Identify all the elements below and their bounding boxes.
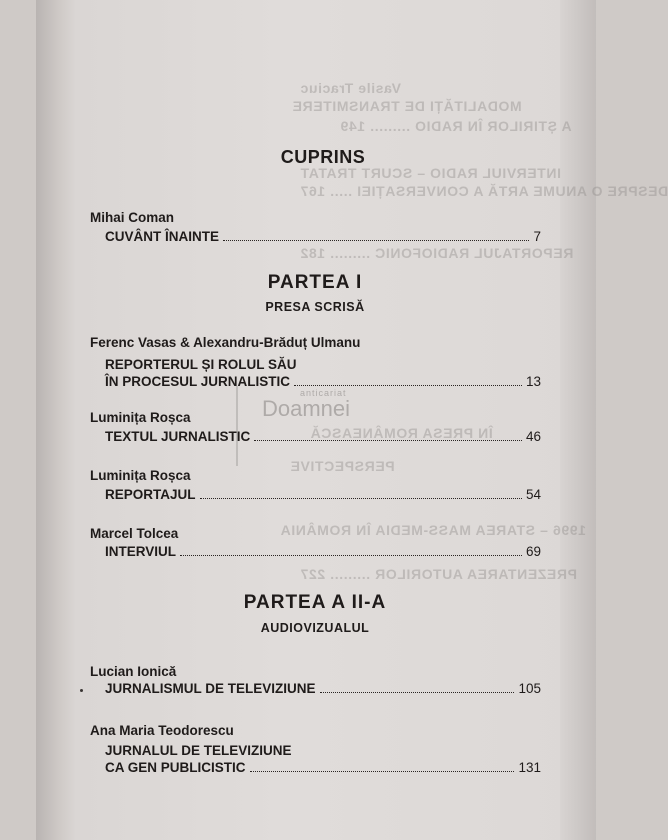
entry-page-number: 46 bbox=[525, 429, 541, 444]
entry-title: CUVÂNT ÎNAINTE bbox=[105, 229, 219, 244]
stamp-subtext: anticariat bbox=[300, 388, 347, 398]
intro-author: Mihai Coman bbox=[90, 210, 175, 225]
dot-leader bbox=[320, 691, 515, 693]
bleed-through-text: DESPRE O ANUME ARTĂ A CONVERSAȚIEI ..... 167 bbox=[300, 183, 668, 199]
entry-author: Lucian Ionică bbox=[90, 664, 177, 679]
entry-author: Marcel Tolcea bbox=[90, 526, 179, 541]
entry-page-number: 105 bbox=[518, 681, 541, 696]
entry-title-line: REPORTERUL ȘI ROLUL SĂU bbox=[105, 357, 297, 372]
dot-leader bbox=[223, 239, 529, 241]
entry-page-number: 131 bbox=[518, 760, 541, 775]
ink-speck bbox=[80, 689, 83, 692]
entry-author: Ferenc Vasas & Alexandru-Brăduț Ulmanu bbox=[90, 335, 361, 350]
entry-page-number: 54 bbox=[525, 487, 541, 502]
part2-heading: PARTEA A II-A bbox=[243, 592, 387, 613]
page-gutter-shadow bbox=[36, 0, 76, 840]
part2-subheading: AUDIOVIZUALUL bbox=[260, 621, 370, 635]
part1-heading: PARTEA I bbox=[267, 272, 363, 293]
bleed-through-text: REPORTAJUL RADIOFONIC ......... 182 bbox=[300, 245, 574, 261]
toc-entry[interactable] bbox=[105, 680, 541, 697]
entry-title: INTERVIUL bbox=[105, 544, 177, 559]
bleed-through-text: PERSPECTIVE bbox=[290, 458, 395, 474]
part1-subheading: PRESA SCRISĂ bbox=[265, 300, 365, 314]
bleed-through-text: MODALITĂȚI DE TRANSMITERE bbox=[292, 98, 522, 114]
bleed-through-text: ÎN PRESA ROMÂNEASCĂ bbox=[310, 425, 493, 441]
entry-author: Luminița Roșca bbox=[90, 468, 191, 483]
entry-page-number: 13 bbox=[525, 374, 541, 389]
entry-page-number: 69 bbox=[525, 544, 541, 559]
stamp-text: Doamnei bbox=[262, 396, 351, 421]
toc-entry[interactable] bbox=[105, 543, 541, 560]
entry-author: Luminița Roșca bbox=[90, 410, 191, 425]
toc-entry-intro[interactable] bbox=[105, 228, 541, 245]
entry-title: TEXTUL JURNALISTIC bbox=[105, 429, 251, 444]
entry-title: REPORTAJUL bbox=[105, 487, 196, 502]
dot-leader bbox=[200, 497, 522, 499]
entry-title: JURNALISMUL DE TELEVIZIUNE bbox=[105, 681, 316, 696]
bleed-through-text: 1996 – STAREA MASS-MEDIA ÎN ROMÂNIA bbox=[280, 522, 586, 538]
toc-entry[interactable] bbox=[105, 742, 541, 776]
toc-entry[interactable] bbox=[105, 356, 541, 390]
entry-title-line: JURNALUL DE TELEVIZIUNE bbox=[105, 743, 292, 758]
dot-leader bbox=[180, 554, 522, 556]
bleed-through-text: Vasile Traciuc bbox=[300, 80, 402, 96]
entry-title-line: CA GEN PUBLICISTIC bbox=[105, 760, 246, 775]
entry-title-line: ÎN PROCESUL JURNALISTIC bbox=[105, 374, 291, 389]
dot-leader bbox=[254, 439, 522, 441]
bleed-through-text: A ȘTIRILOR ÎN RADIO ......... 149 bbox=[340, 118, 572, 134]
entry-author: Ana Maria Teodorescu bbox=[90, 723, 234, 738]
bleed-through-text: INTERVIUL RADIO – SCURT TRATAT bbox=[300, 165, 561, 181]
dot-leader bbox=[250, 770, 515, 772]
toc-title: CUPRINS bbox=[280, 147, 366, 167]
bleed-through-text: PREZENTAREA AUTORILOR ......... 227 bbox=[300, 566, 577, 582]
toc-entry[interactable] bbox=[105, 428, 541, 445]
entry-page-number: 7 bbox=[533, 229, 541, 244]
toc-entry[interactable] bbox=[105, 486, 541, 503]
dot-leader bbox=[294, 384, 522, 386]
